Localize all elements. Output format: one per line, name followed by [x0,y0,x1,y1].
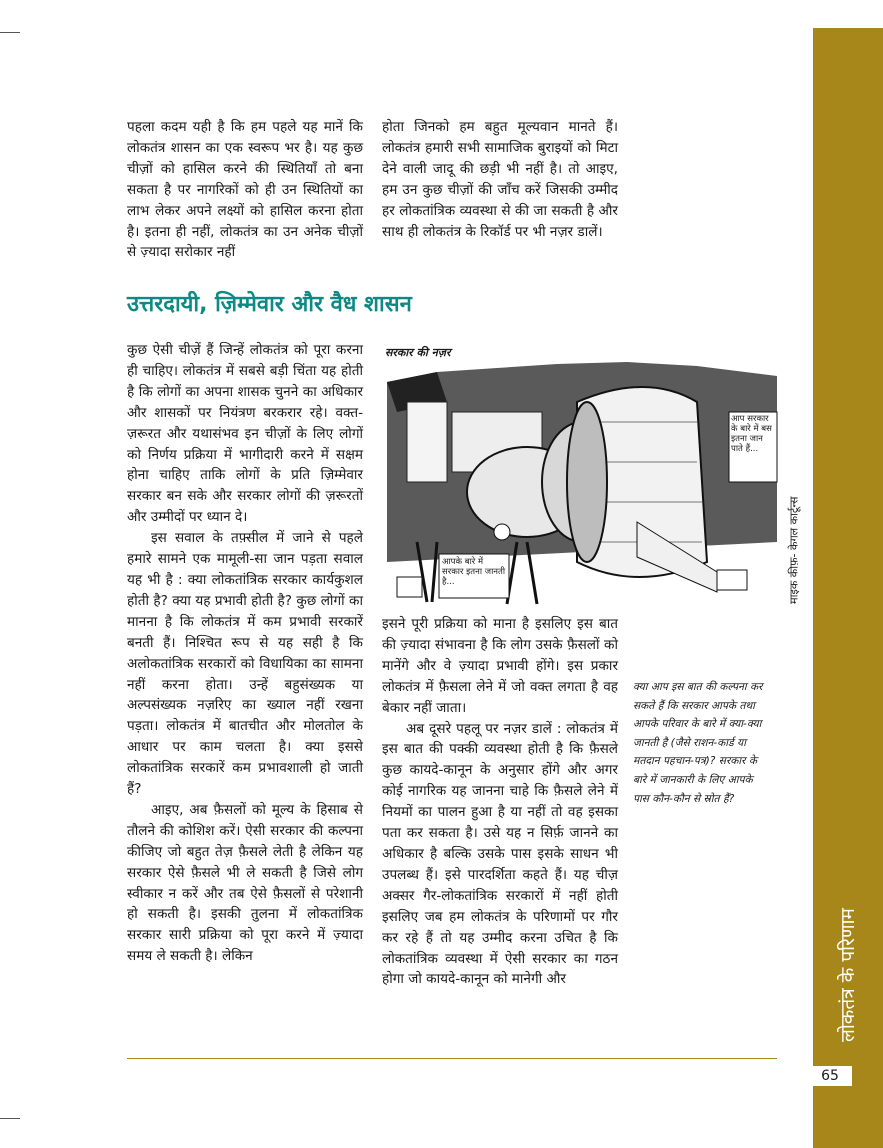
paragraph: होता जिनको हम बहुत मूल्यवान मानते हैं। लोकतंत्र हमारी सभी सामाजिक बुराइयों को मिटा देने वाली जादू की छड़ी भी नहीं है। तो आइए, हम उन कुछ चीज़ों की जाँच करें जिसकी उम्मीद हर लोकतांत्रिक व्यवस्था से की जा सकती है और साथ ही लोकतंत्र के रिकॉर्ड पर भी नज़र डालें। [382,119,618,240]
paragraph: कुछ ऐसी चीज़ें हैं जिन्हें लोकतंत्र को पूरा करना ही चाहिए। लोकतंत्र में सबसे बड़ी चिंता यह होती है कि लोगों का अपना शासक चुनने का अधिकार और शासकों पर नियंत्रण बरकरार रहे। वक्त-ज़रूरत और यथासंभव इन चीज़ों के लिए लोगों को निर्णय प्रक्रिया में भागीदारी करने में सक्षम होना चाहिए ताकि लोगों के प्रति ज़िम्मेवार सरकार बन सके और सरकार लोगों की ज़रूरतों और उम्मीदों पर ध्यान दे। [127,342,363,526]
paragraph: इसने पूरी प्रक्रिया को माना है इसलिए इस बात की ज़्यादा संभावना है कि लोग उसके फ़ैसलों को मानेंगे और वे ज़्यादा प्रभावी होंगे। इस प्रकार लोकतंत्र में फ़ैसला लेने में जो वक्त लगता है वह बेकार नहीं जाता। [382,616,618,716]
speech-bubble-right: आप सरकार के बारे में बस इतना जान पाते हैं... [731,414,772,454]
speech-bubble-left: आपके बारे में सरकार इतना जानती है... [442,557,506,587]
crop-mark [0,32,20,33]
paragraph: अब दूसरे पहलू पर नज़र डालें : लोकतंत्र में इस बात की पक्की व्यवस्था होती है कि फ़ैसले कुछ कायदे-कानून के अनुसार होंगे और अगर कोई नागरिक यह जानना चाहे कि फ़ैसले लेने में नियमों का पालन हुआ है या नहीं तो वह इसका पता कर सकता है। उसे यह न सिर्फ़ जानने का अधिकार है बल्कि उसके पास इसके साधन भी उपलब्ध हैं। इसे पारदर्शिता कहते हैं। यह चीज़ अक्सर गैर-लोकतांत्रिक सरकारों में नहीं होती इसलिए जब हम लोकतंत्र के परिणामों पर गौर कर रहे हैं तो यह उम्मीद करना उचित है कि लोकतांत्रिक व्यवस्था में ऐसी सरकार का गठन होगा जो कायदे-कानून को मानेगी और [382,720,618,988]
cartoon-caption: सरकार की नज़र [385,346,451,359]
top-right-column [382,117,618,242]
page-number: 65 [808,1066,852,1086]
footer-rule [127,1058,777,1059]
cartoon-illustration [377,342,785,610]
top-left-column [127,117,363,263]
body-left-column [127,340,363,967]
crop-mark [0,1118,20,1119]
paragraph: आइए, अब फ़ैसलों को मूल्य के हिसाब से तौलने की कोशिश करें। ऐसी सरकार की कल्पना कीजिए जो बहुत तेज़ फ़ैसले लेती है लेकिन यह सरकार ऐसे फ़ैसले भी ले सकती है जिसे लोग स्वीकार न करें और तब ऐसे फ़ैसलों से परेशानी हो सकती है। इसकी तुलना में लोकतांत्रिक सरकार सारी प्रक्रिया को पूरा करने में ज़्यादा समय ले सकती है। लेकिन [127,801,363,965]
cartoon-credit: माइक कीफ़- केगल कार्टून्स [787,496,801,604]
body-right-column [382,614,618,990]
side-note: क्या आप इस बात की कल्पना कर सकते हैं कि सरकार आपके तथा आपके परिवार के बारे में क्या-क्या जानती है (जैसे राशन-कार्ड या मतदान पहचान-पत्र)? सरकार के बारे में जानकारी के लिए आपके पास कौन-कौन से स्रोत हैं? [633,681,763,805]
paragraph: इस सवाल के तफ़्सील में जाने से पहले हमारे सामने एक मामूली-सा जान पड़ता सवाल यह भी है : क्या लोकतांत्रिक सरकार कार्यकुशल होती है? क्या यह प्रभावी होती है? कुछ लोगों का मानना है कि लोकतंत्र में कम प्रभावी सरकारें बनती हैं। निश्चित रूप से यह सही है कि अलोकतांत्रिक सरकारों को विधायिका का सामना नहीं करना होता। उन्हें बहुसंख्यक या अल्पसंख्यक नज़रिए का ख्याल नहीं रखना पड़ता। लोकतंत्र में बातचीत और मोलतोल के आधार पर काम चलता है। क्या इससे लोकतांत्रिक सरकारें कम प्रभावशाली हो जाती हैं? [127,530,363,798]
section-heading: उत्तरदायी, ज़िम्मेवार और वैध शासन [127,292,412,317]
chapter-title: लोकतंत्र के परिणाम [837,908,859,1042]
paragraph: पहला कदम यही है कि हम पहले यह मानें कि लोकतंत्र शासन का एक स्वरूप भर है। यह कुछ चीज़ों को हासिल करने की स्थितियाँ तो बना सकता है पर नागरिकों को ही उन स्थितियों का लाभ लेकर अपने लक्ष्यों को हासिल करना होता है। इतना ही नहीं, लोकतंत्र का उन अनेक चीज़ों से ज़्यादा सरोकार नहीं [127,119,363,261]
